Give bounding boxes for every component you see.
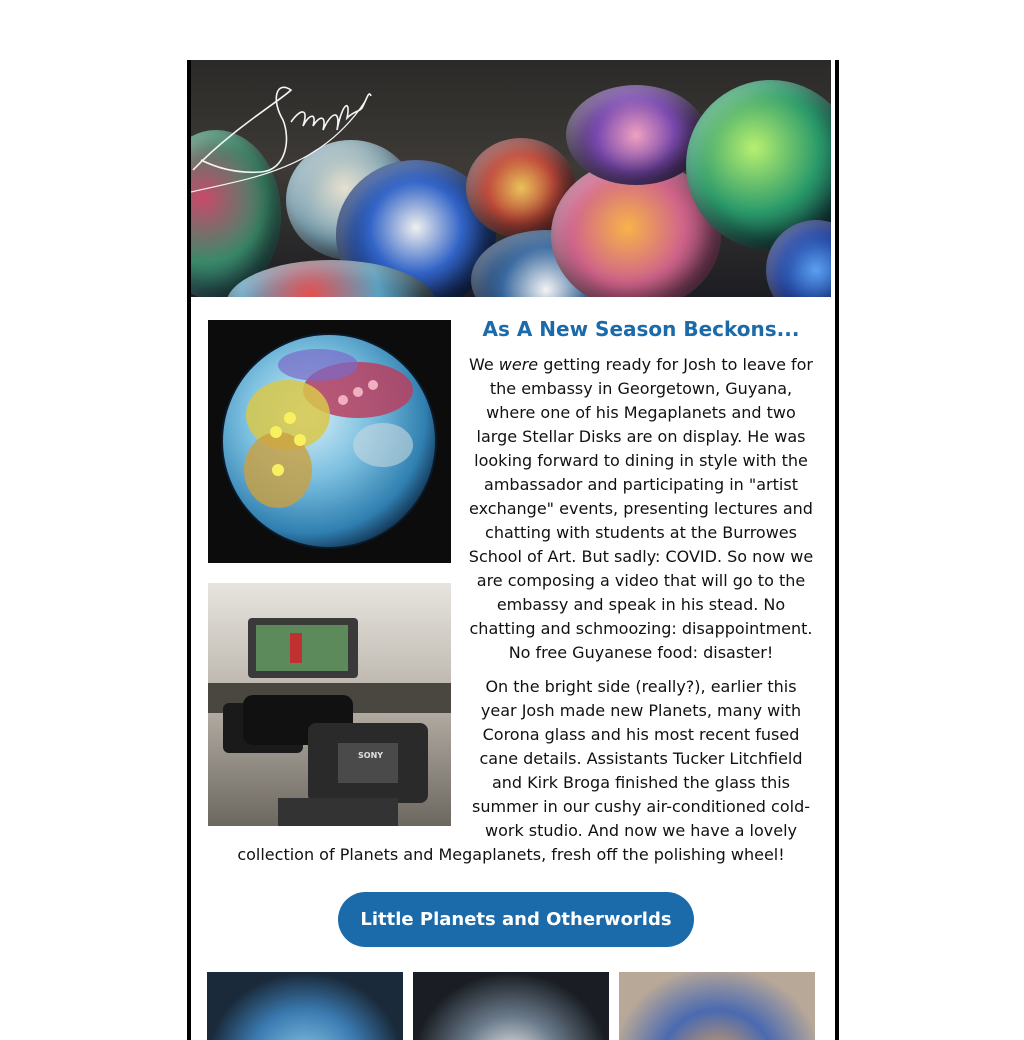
video-camera-image [208,583,451,826]
intro-paragraph [467,353,815,665]
intro-paragraph-start: We [468,355,499,374]
product-thumbnail[interactable] [207,972,403,1040]
hero-banner-image [191,60,831,297]
camera-brand-label: SONY [358,751,384,760]
intro-paragraph-rest: getting ready for Josh to leave for the embassy in Georgetown, Guyana, where one of his Megaplanets and two large Stellar Disks are on display. He was looking forward to dining in style with the ambassador and participating in "artist exchange" events, presenting lectures and chatting with students at the Burrowes School of Art. But sadly: COVID. So now we are composing a video that will go to the embassy and speak in his stead. No chatting and schmoozing: disappointment. No free Guyanese food: disaster! [468,355,814,662]
signature-logo [191,60,451,220]
little-planets-button[interactable]: Little Planets and Otherworlds [338,892,694,947]
planet-globe-image [208,320,451,563]
intro-paragraph-emphasis: were [498,355,539,374]
product-thumbnail[interactable] [619,972,815,1040]
update-paragraph: On the bright side (really?), earlier this year Josh made new Planets, many with Corona glass and his most recent fused cane details. Assistants Tucker Litchfield and Kirk Broga finished the glass this summer in our cushy air-conditioned cold-work studio. And now we have a lovely [472,677,810,840]
section-heading: As A New Season Beckons... [482,317,800,341]
product-thumbnail[interactable] [413,972,609,1040]
update-paragraph-tail: collection of Planets and Megaplanets, fresh off the polishing wheel! [237,845,785,864]
email-container [187,60,839,1040]
